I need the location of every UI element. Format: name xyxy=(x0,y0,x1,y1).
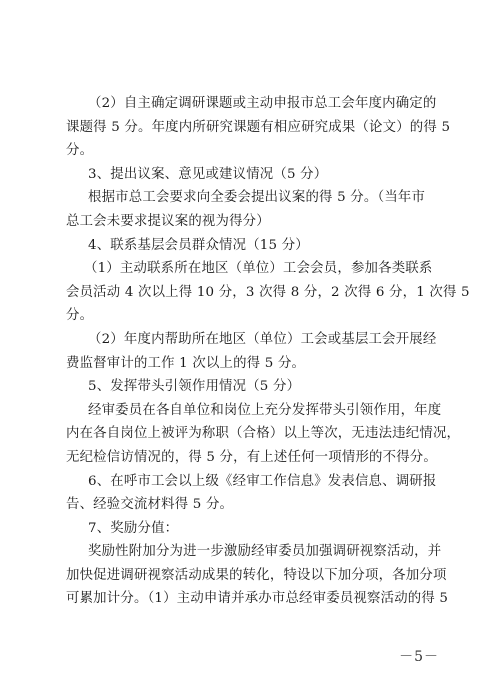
paragraph-line: 内在各自岗位上被评为称职（合格）以上等次，无违法违纪情况， xyxy=(66,426,461,442)
paragraph-line: 分。 xyxy=(66,308,94,324)
paragraph-line: 总工会未要求提议案的视为得分） xyxy=(66,213,270,229)
page-number: －5－ xyxy=(399,649,439,665)
paragraph-line: 分。 xyxy=(66,143,94,159)
paragraph-line: 会员活动 4 次以上得 10 分，3 次得 8 分，2 次得 6 分，1 次得 5 xyxy=(66,284,470,300)
paragraph-line: 课题得 5 分。年度内所研究课题有相应研究成果（论文）的得 5 xyxy=(66,119,451,135)
paragraph-line: （2）年度内帮助所在地区（单位）工会或基层工会开展经 xyxy=(88,331,437,347)
paragraph-line: 无纪检信访情况的，得 5 分，有上述任何一项情形的不得分。 xyxy=(66,449,437,465)
paragraph-line: 费监督审计的工作 1 次以上的得 5 分。 xyxy=(66,355,306,371)
paragraph-line: 可累加计分。（1）主动申请并承办市总经审委员视察活动的得 5 xyxy=(66,591,449,607)
paragraph-line: （2）自主确定调研课题或主动申报市总工会年度内确定的 xyxy=(88,96,437,111)
paragraph-line: 奖励性附加分为进一步激励经审委员加强调研视察活动，并 xyxy=(88,544,442,560)
paragraph-line: 告、经验交流材料得 5 分。 xyxy=(66,497,234,513)
paragraph-line: 经审委员在各自单位和岗位上充分发挥带头引领作用，年度 xyxy=(88,402,442,418)
section-heading: 7、奖励分值： xyxy=(88,520,179,536)
document-body xyxy=(66,92,470,611)
paragraph-line: （1）主动联系所在地区（单位）工会会员，参加各类联系 xyxy=(84,261,433,277)
section-heading: 4、联系基层会员群众情况（15 分） xyxy=(88,237,309,253)
paragraph-line: 根据市总工会要求向全委会提出议案的得 5 分。（当年市 xyxy=(88,190,426,206)
section-heading: 6、在呼市工会以上级《经审工作信息》发表信息、调研报 xyxy=(88,473,437,489)
section-heading: 5、发挥带头引领作用情况（5 分） xyxy=(88,379,301,395)
paragraph-line: 加快促进调研视察活动成果的转化，特设以下加分项，各加分项 xyxy=(66,567,447,583)
section-heading: 3、提出议案、意见或建议情况（5 分） xyxy=(88,166,328,182)
